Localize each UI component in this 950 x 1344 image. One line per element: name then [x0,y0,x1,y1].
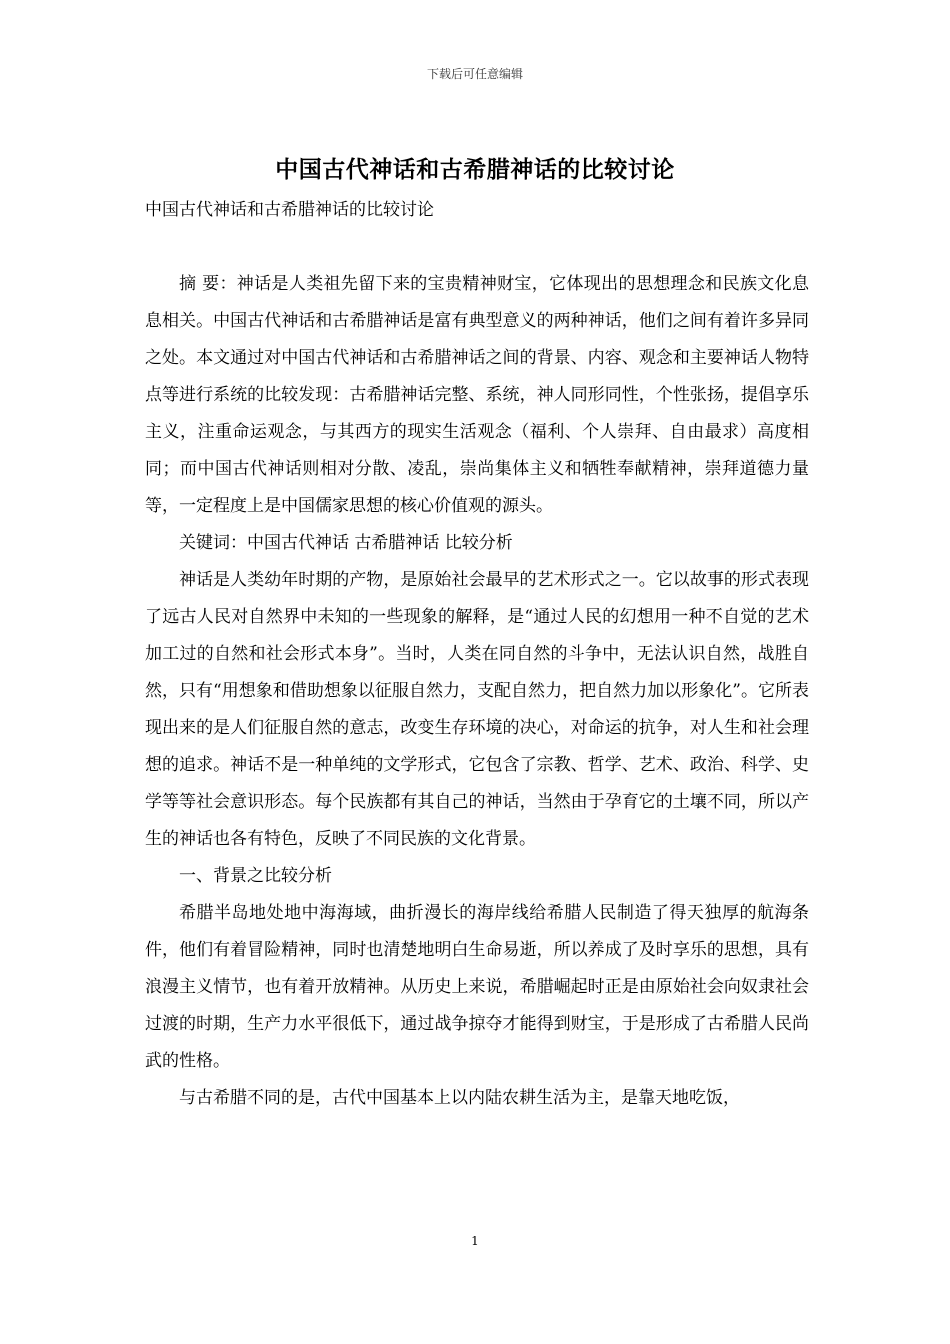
document-body [145,192,809,1117]
body-paragraph: 与古希腊不同的是，古代中国基本上以内陆农耕生活为主，是靠天地吃饭， [179,1088,740,1108]
body-paragraph: 神话是人类幼年时期的产物，是原始社会最早的艺术形式之一。它以故事的形式表现了远古人民对自然界中未知的一些现象的解释，是“通过人民的幻想用一种不自觉的艺术加工过的自然和社会形式本身”。当时，人类在同自然的斗争中，无法认识自然，战胜自然，只有“用想象和借助想象以征服自然力，支配自然力，把自然力加以形象化”。它所表现出来的是人们征服自然的意志，改变生存环境的决心，对命运的抗争，对人生和社会理想的追求。神话不是一种单纯的文学形式，它包含了宗教、哲学、艺术、政治、科学、史学等等社会意识形态。每个民族都有其自己的神话，当然由于孕育它的土壤不同，所以产生的神话也各有特色，反映了不同民族的文化背景。 [145,570,809,849]
document-title: 中国古代神话和古希腊神话的比较讨论 [275,156,675,183]
blank-line [145,229,809,266]
document-subtitle: 中国古代神话和古希腊神话的比较讨论 [145,200,434,220]
page-number: 1 [471,1234,479,1248]
abstract-paragraph: 摘 要：神话是人类祖先留下来的宝贵精神财宝，它体现出的思想理念和民族文化息息相关。中国古代神话和古希腊神话是富有典型意义的两种神话，他们之间有着许多异同之处。本文通过对中国古代神话和古希腊神话之间的背景、内容、观念和主要神话人物特点等进行系统的比较发现：古希腊神话完整、系统，神人同形同性，个性张扬，提倡享乐主义，注重命运观念，与其西方的现实生活观念（福利、个人崇拜、自由最求）高度相同；而中国古代神话则相对分散、凌乱，崇尚集体主义和牺牲奉献精神，崇拜道德力量等，一定程度上是中国儒家思想的核心价值观的源头。 [145,274,809,516]
section-heading: 一、背景之比较分析 [179,866,332,886]
body-paragraph: 希腊半岛地处地中海海域，曲折漫长的海岸线给希腊人民制造了得天独厚的航海条件，他们有着冒险精神，同时也清楚地明白生命易逝，所以养成了及时享乐的思想，具有浪漫主义情节，也有着开放精神。从历史上来说，希腊崛起时正是由原始社会向奴隶社会过渡的时期，生产力水平很低下，通过战争掠夺才能得到财宝，于是形成了古希腊人民尚武的性格。 [145,903,809,1071]
header-note: 下载后可任意编辑 [426,67,523,81]
keywords-line: 关键词：中国古代神话 古希腊神话 比较分析 [179,533,513,553]
